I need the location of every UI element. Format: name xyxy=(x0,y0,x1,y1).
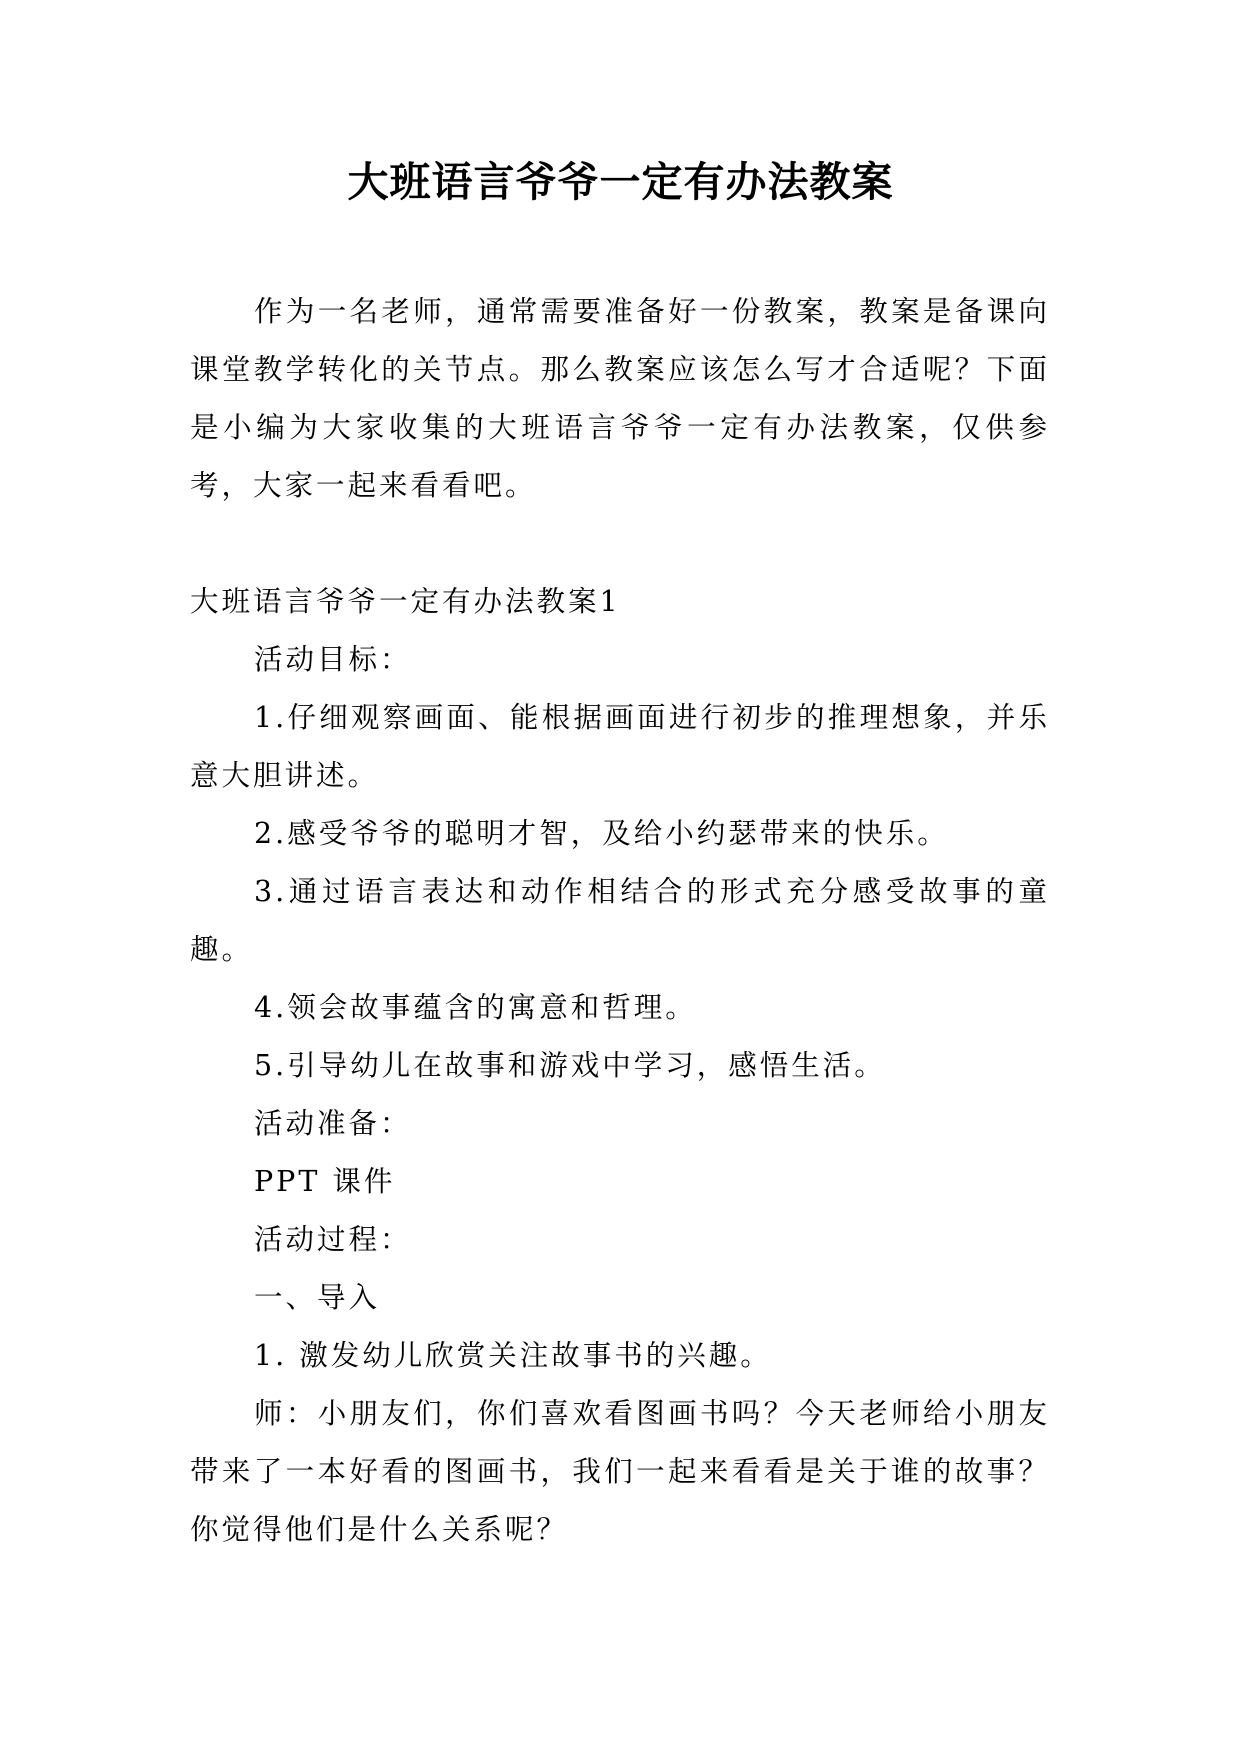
prep-content: PPT 课件 xyxy=(254,1165,396,1198)
intro-paragraph: 作为一名老师，通常需要准备好一份教案，教案是备课向课堂教学转化的关节点。那么教案应该怎么写才合适呢？下面是小编为大家收集的大班语言爷爷一定有办法教案，仅供参考，大家一起来看看吧。 xyxy=(190,295,1050,502)
step-heading: 一、导入 xyxy=(254,1281,381,1314)
process-label: 活动过程： xyxy=(254,1223,412,1256)
goal-item-2: 2.感受爷爷的聪明才智，及给小约瑟带来的快乐。 xyxy=(254,817,949,850)
teacher-dialogue: 师：小朋友们，你们喜欢看图画书吗？今天老师给小朋友带来了一本好看的图画书，我们一起来看看是关于谁的故事？你觉得他们是什么关系呢？ xyxy=(190,1397,1050,1546)
goal-item-1: 1.仔细观察画面、能根据画面进行初步的推理想象，并乐意大胆讲述。 xyxy=(190,701,1050,792)
paragraph-spacer xyxy=(190,515,1050,573)
goals-label: 活动目标： xyxy=(254,643,412,676)
goal-item-3: 3.通过语言表达和动作相结合的形式充分感受故事的童趣。 xyxy=(190,875,1050,966)
section-heading: 大班语言爷爷一定有办法教案1 xyxy=(190,585,621,618)
document-title: 大班语言爷爷一定有办法教案 xyxy=(347,158,894,206)
prep-label: 活动准备： xyxy=(254,1107,412,1140)
document-body xyxy=(190,283,1050,1559)
goal-item-5: 5.引导幼儿在故事和游戏中学习，感悟生活。 xyxy=(254,1049,886,1082)
goal-item-4: 4.领会故事蕴含的寓意和哲理。 xyxy=(254,991,697,1024)
step-item-1: 1. 激发幼儿欣赏关注故事书的兴趣。 xyxy=(254,1339,772,1372)
